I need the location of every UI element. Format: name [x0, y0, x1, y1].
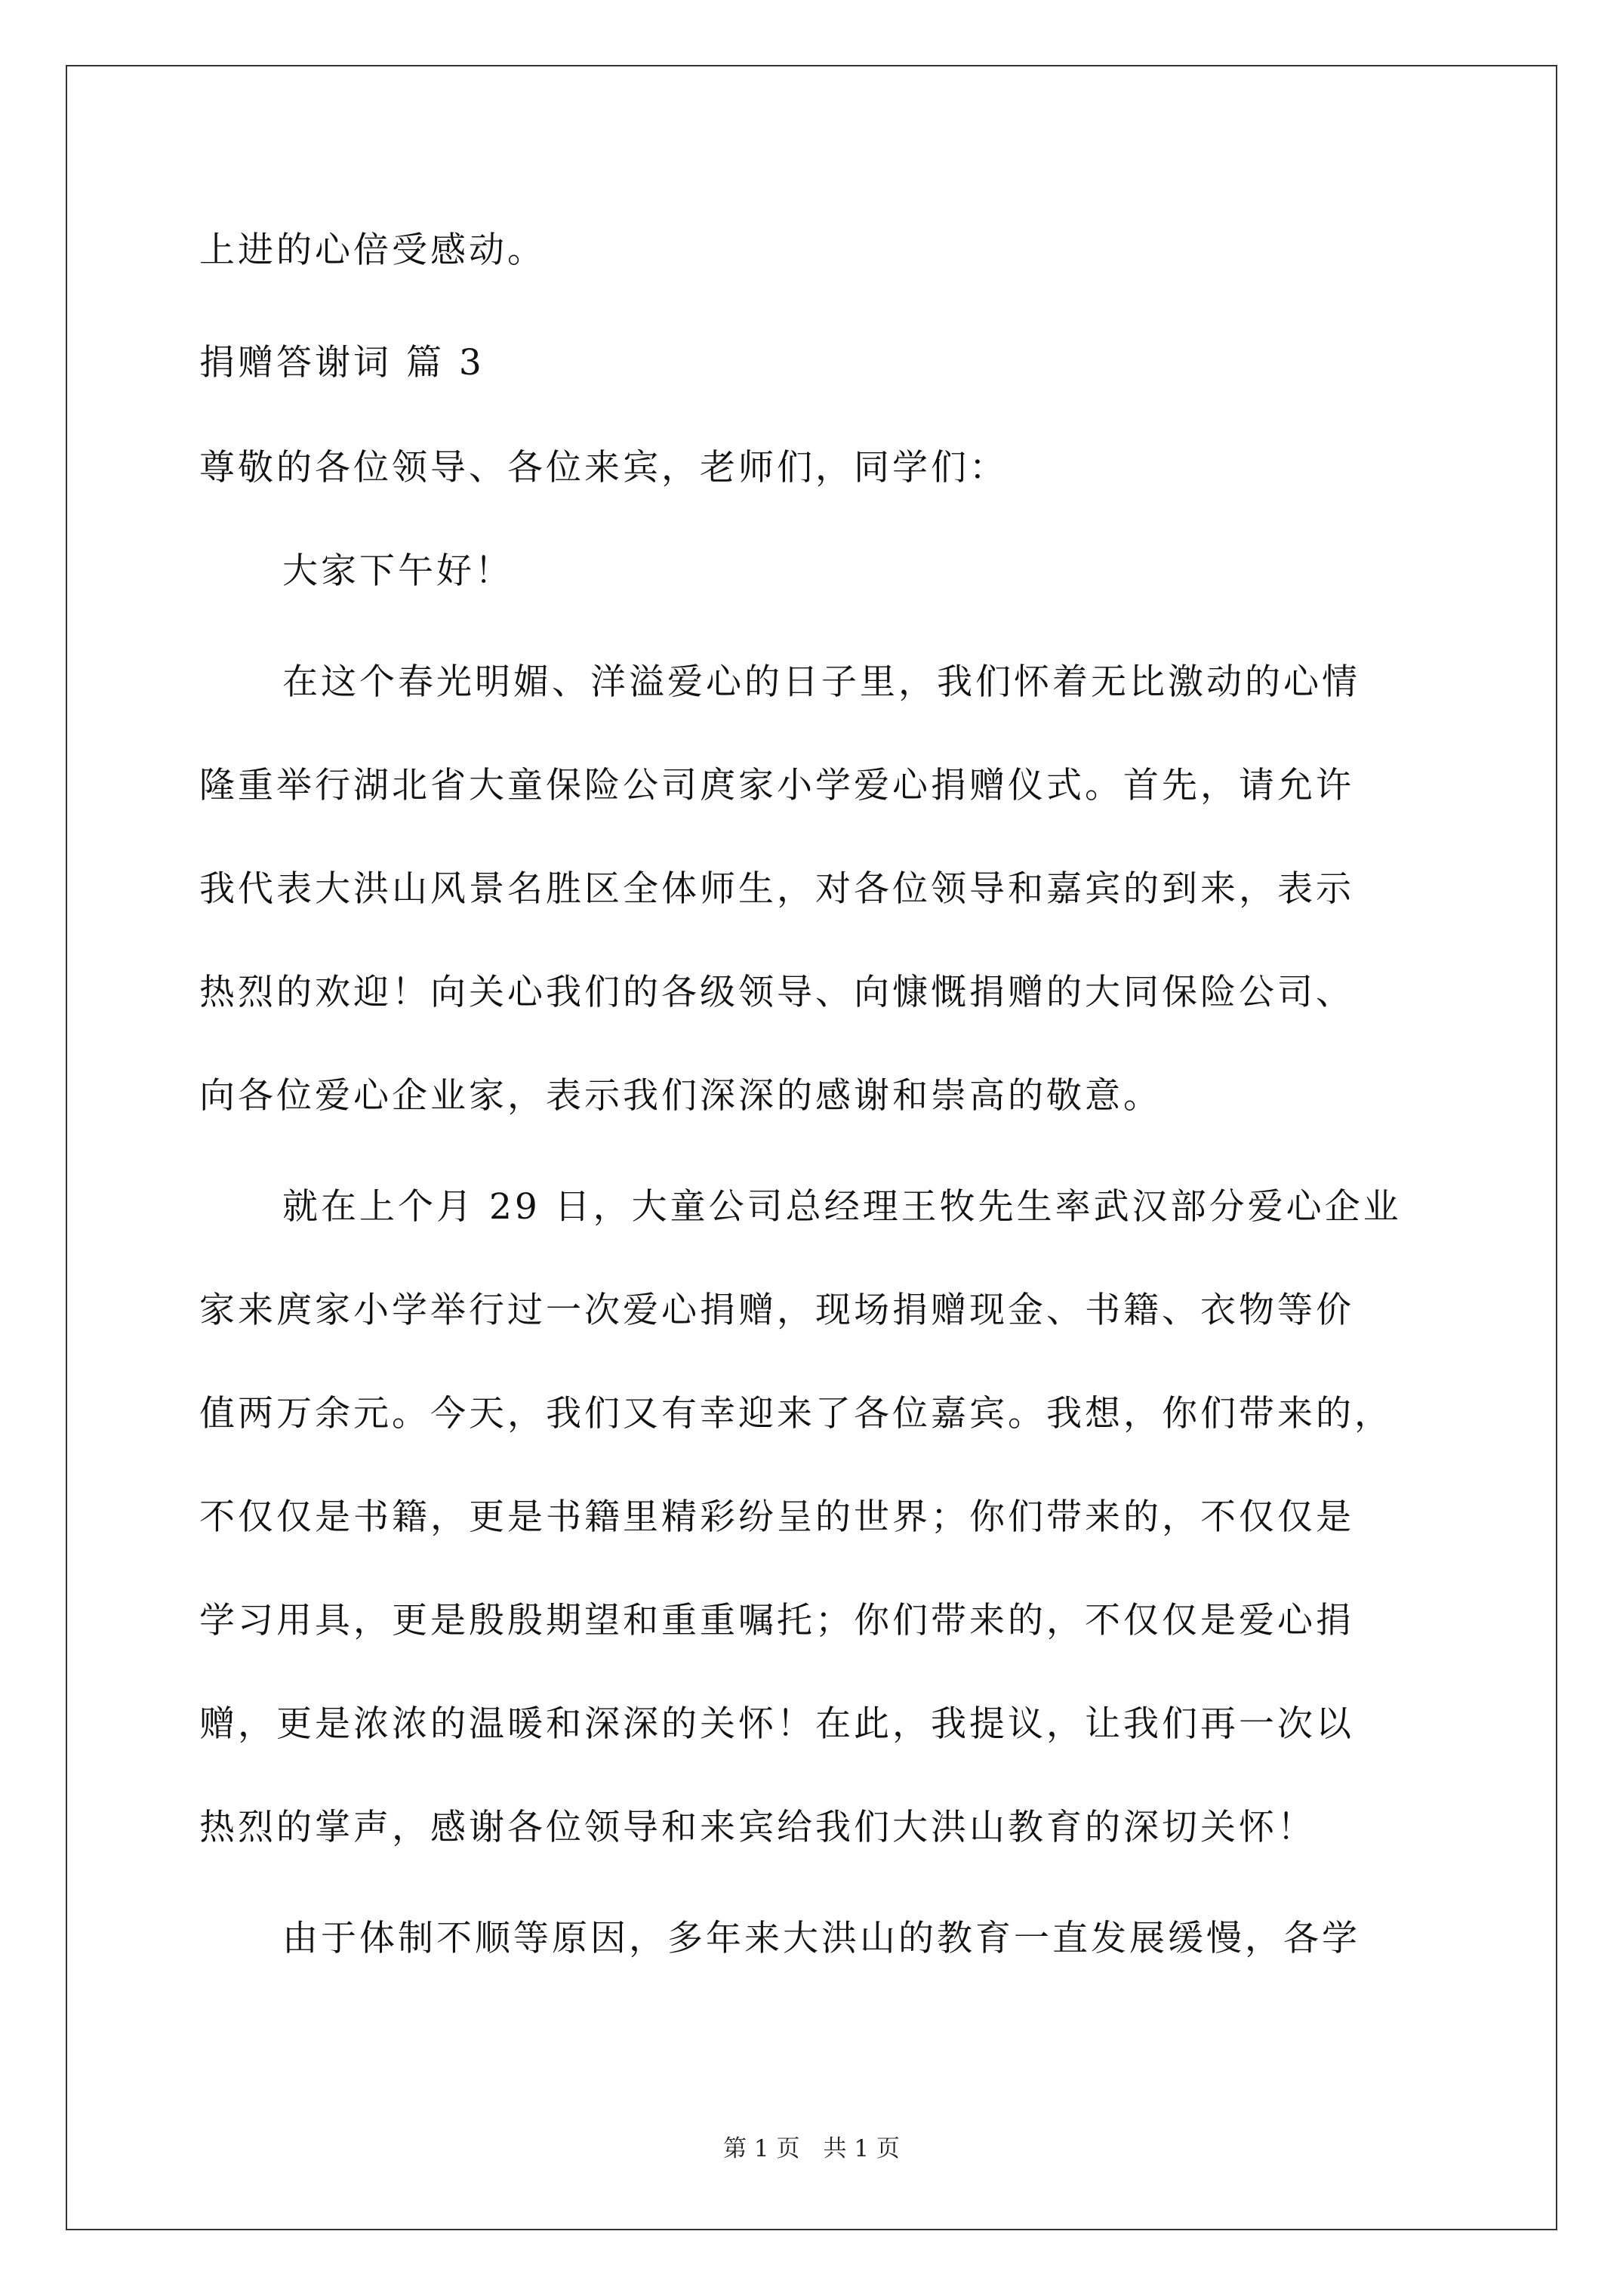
paragraph-2-line-1: 就在上个月 29 日，大童公司总经理王牧先生率武汉部分爱心企业 — [282, 1186, 1402, 1228]
paragraph-2-line-4: 不仅仅是书籍，更是书籍里精彩纷呈的世界；你们带来的，不仅仅是 — [199, 1496, 1354, 1538]
paragraph-1-line-4: 热烈的欢迎！向关心我们的各级领导、向慷慨捐赠的大同保险公司、 — [199, 972, 1354, 1013]
paragraph-1-line-1: 在这个春光明媚、洋溢爱心的日子里，我们怀着无比激动的心情 — [282, 661, 1360, 703]
paragraph-1-line-2: 隆重举行湖北省大童保险公司庹家小学爱心捐赠仪式。首先，请允许 — [199, 765, 1354, 806]
paragraph-2-line-6: 赠，更是浓浓的温暖和深深的关怀！在此，我提议，让我们再一次以 — [199, 1703, 1354, 1745]
paragraph-2-line-7: 热烈的掌声，感谢各位领导和来宾给我们大洪山教育的深切关怀！ — [199, 1807, 1316, 1848]
text-line-continuation: 上进的心倍受感动。 — [199, 230, 546, 271]
page-border — [66, 65, 1557, 2230]
section-heading: 捐赠答谢词 篇 3 — [199, 342, 485, 384]
page-number-footer: 第 1 页 共 1 页 — [723, 2135, 900, 2162]
salutation: 尊敬的各位领导、各位来宾，老师们，同学们： — [199, 447, 1008, 488]
paragraph-3-line-1: 由于体制不顺等原因，多年来大洪山的教育一直发展缓慢，各学 — [282, 1918, 1360, 1959]
paragraph-1-line-3: 我代表大洪山风景名胜区全体师生，对各位领导和嘉宾的到来，表示 — [199, 868, 1354, 910]
paragraph-2-line-3: 值两万余元。今天，我们又有幸迎来了各位嘉宾。我想，你们带来的， — [199, 1393, 1393, 1435]
greeting: 大家下午好！ — [282, 550, 513, 592]
paragraph-2-line-5: 学习用具，更是殷殷期望和重重嘱托；你们带来的，不仅仅是爱心捐 — [199, 1600, 1354, 1641]
paragraph-1-line-5: 向各位爱心企业家，表示我们深深的感谢和崇高的敬意。 — [199, 1075, 1162, 1117]
paragraph-2-line-2: 家来庹家小学举行过一次爱心捐赠，现场捐赠现金、书籍、衣物等价 — [199, 1290, 1354, 1331]
